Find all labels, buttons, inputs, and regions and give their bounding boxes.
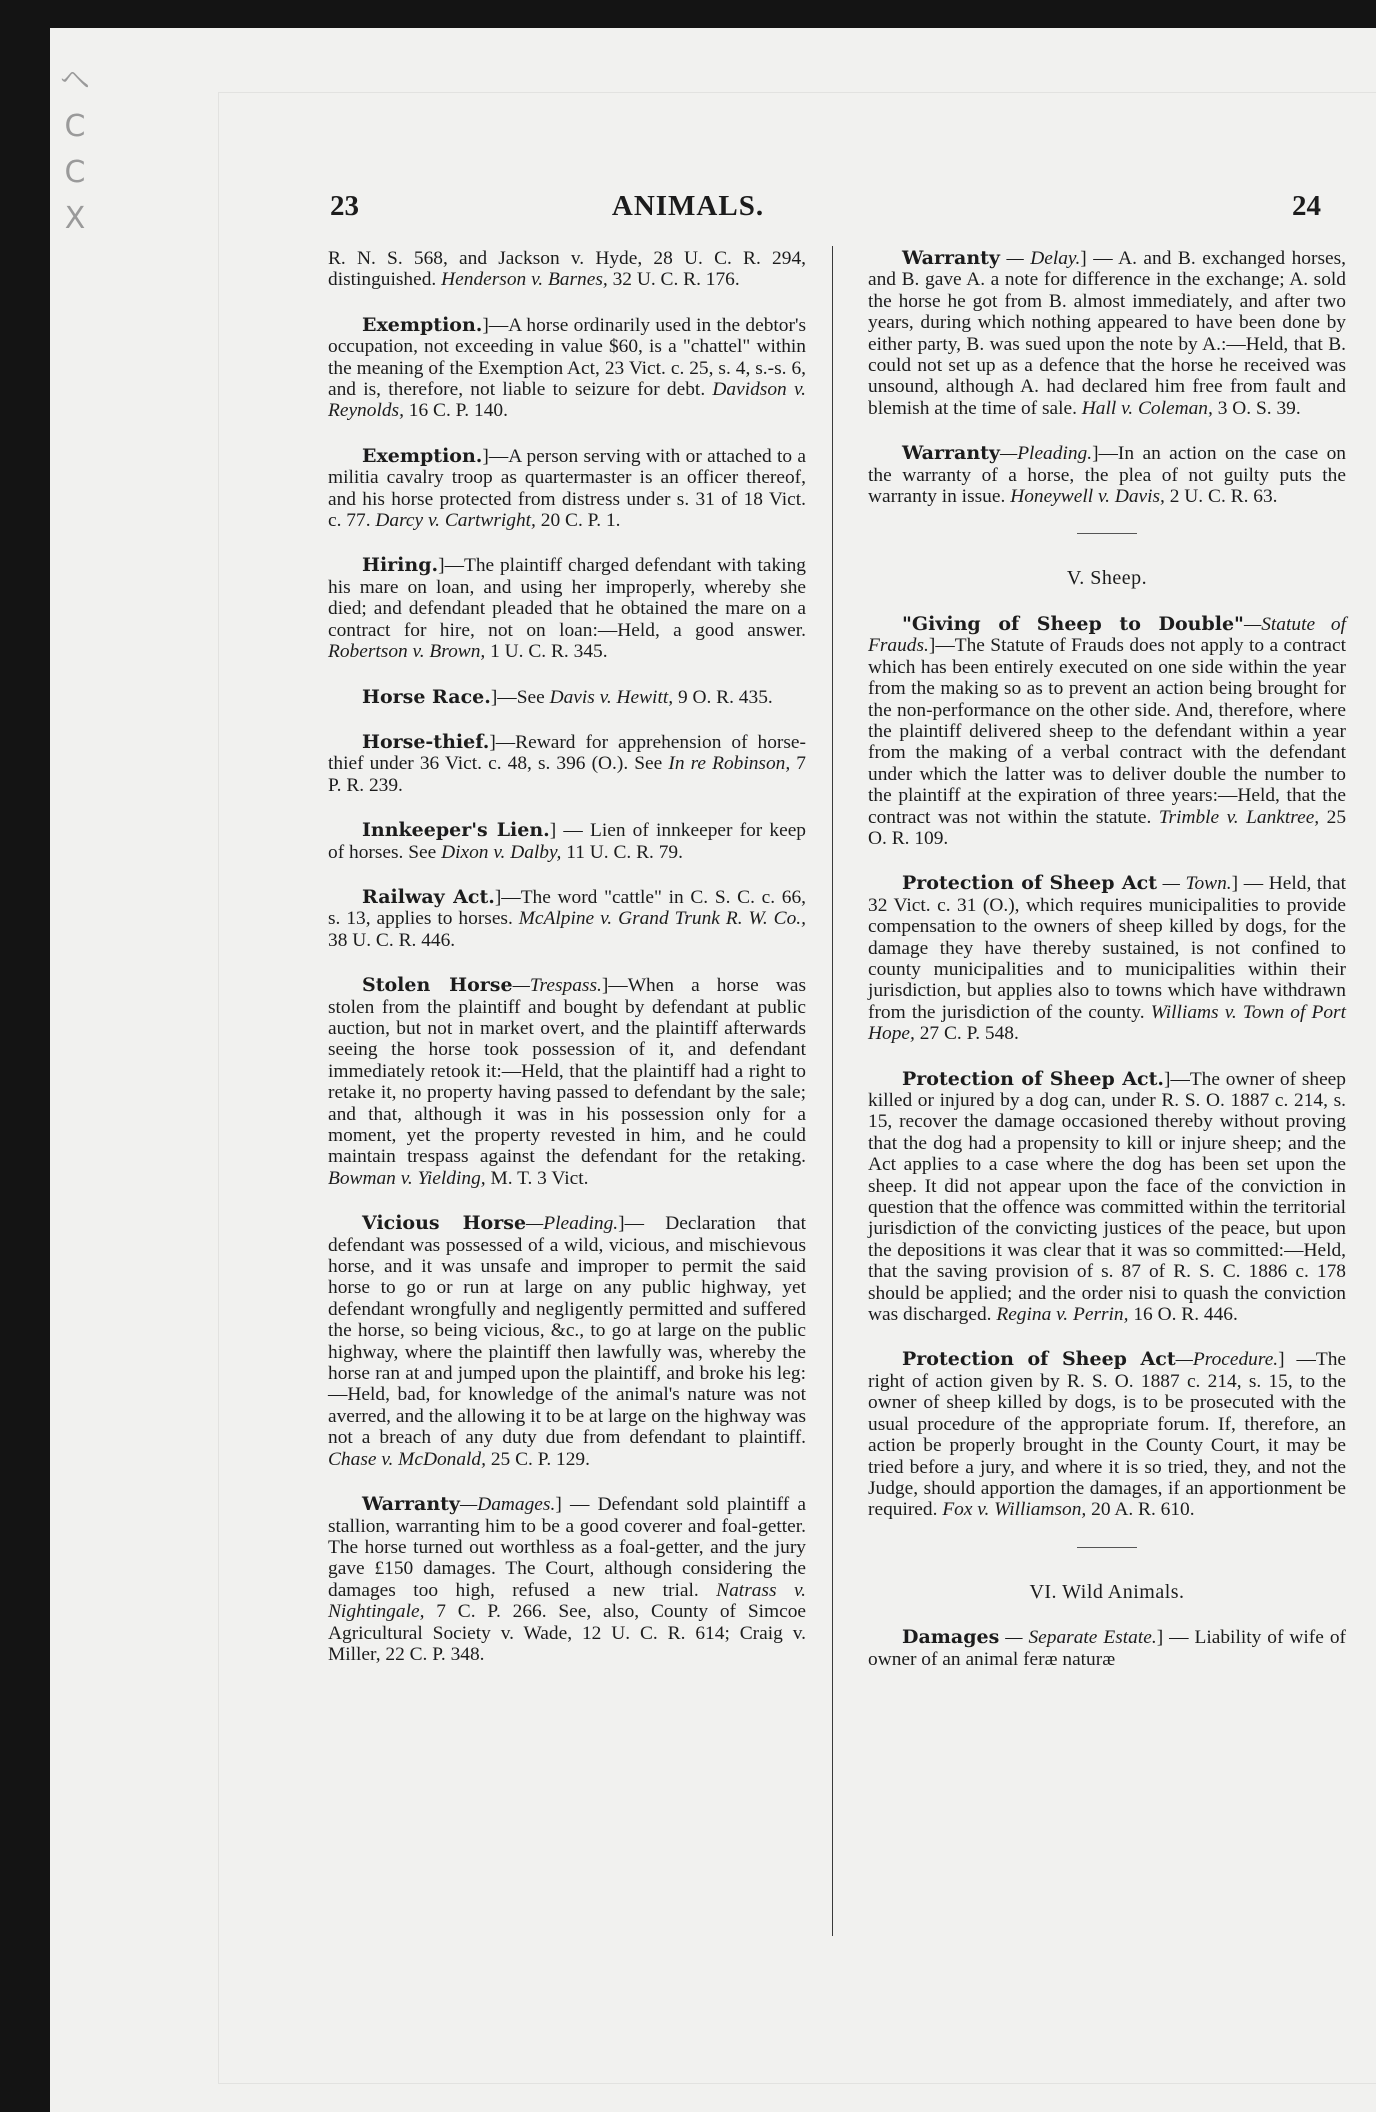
case-citation: 20 A. R. 610. [1091,1499,1195,1521]
entry-body: R. N. S. 568, and Jackson v. Hyde, 28 U. C. R. 294, distinguished. [328,248,806,291]
case-citation: M. T. 3 Vict. [490,1167,589,1189]
entry-headword: Warranty [902,247,1000,269]
entry-headword: Railway Act. [362,885,495,908]
digest-entry [328,1494,806,1665]
case-name: Dixon v. Dalby, [441,841,562,863]
entry-body: ] — Liability of wife of owner of an animal feræ naturæ [868,1627,1347,1670]
case-citation: 1 U. C. R. 345. [490,641,608,663]
entry-headword: Protection of Sheep Act. [902,1067,1164,1090]
entry-headword: Horse-thief. [362,730,490,753]
entry-subtopic: —Pleading. [999,443,1093,465]
entry-body: ]—In an action on the case on the warranty of a horse, the plea of not guilty puts the warranty in issue. [868,443,1346,508]
entry-subtopic: — Separate Estate. [999,1627,1157,1649]
digest-entry [328,887,806,951]
entry-headword: Protection of Sheep Act [902,872,1157,895]
entry-body: ]—See [490,686,545,708]
left-page-number: 23 [330,190,359,222]
case-name: Robertson v. Brown, [328,641,486,663]
case-citation: 27 C. P. 548. [919,1023,1019,1045]
entry-headword: Hiring. [362,554,439,577]
entry-subtopic: —Damages. [459,1494,556,1516]
case-citation: 9 O. R. 435. [677,686,773,708]
entry-body: ] — Held, that 32 Vict. c. 31 (O.), which requires municipalities to provide compensation to the owners of sheep killed by dogs, for the damage they have thereby sustained, is not confined to county municipalities and to municipalities within their jurisdiction, but applies also to towns which have withdrawn from the jurisdiction of the county. [868,873,1346,1023]
case-citation: 25 O. R. 109. [868,806,1347,849]
entry-body: ]—Reward for apprehension of horse-thief under 36 Vict. c. 48, s. 396 (O.). See [328,731,806,775]
entry-headword: Warranty [902,442,1000,465]
entry-body: ] — Lien of innkeeper for keep of horses. See [328,820,807,863]
section-title: V. Sheep. [1066,567,1148,590]
case-citation: 7 P. R. 239. [328,753,806,796]
entry-headword: Damages [902,1626,1000,1649]
case-name: Trimble v. Lanktree, [1158,806,1320,828]
left-column [328,248,806,1689]
digest-entry [328,446,806,532]
case-citation: 16 O. R. 446. [1133,1304,1238,1326]
digest-entry [868,873,1346,1044]
section-heading [868,533,1346,589]
right-page-number: 24 [1292,190,1321,222]
column-divider [832,246,833,1936]
entry-body: ]—The owner of sheep killed or injured by a dog can, under R. S. O. 1887 c. 214, s. 15, recover the damage occasioned thereby without proving that the dog had a propensity to kill or injure sheep; and the Act applies to a case where the dog has been set upon the sheep. It did not appear upon the face of the conviction in question that the offence was committed within the territorial jurisdiction of the convicting justices of the peace, but upon the depositions it was clear that it was so committed:—Held, that the saving provision of s. 87 of R. S. C. 1886 c. 178 should be applied; and the order nisi to quash the conviction was discharged. [868,1068,1346,1326]
case-citation: 25 C. P. 129. [490,1448,590,1470]
entry-subtopic: —Pleading. [526,1213,619,1235]
entry-headword: Innkeeper's Lien. [362,819,550,842]
case-name: Davidson v. Reynolds, [328,379,806,422]
case-citation: 7 C. P. 266. See, also, County of Simcoe Agricultural Society v. Wade, 12 U. C. R. 614; Craig v. Miller, 22 C. P. 348. [328,1601,806,1665]
running-header [0,190,1376,234]
entry-subtopic: —Procedure. [1175,1349,1279,1371]
entry-body: ]—When a horse was stolen from the plaintiff and bought by defendant at public auction, but not in market overt, and the plaintiff afterwards seeing the horse took possession of it, and defendant immediately retook it:—Held, that the plaintiff had a right to retake it, no property having passed to defendant by the sale; and that, although it was in his possession only for a moment, yet the property revested in him, and he could maintain trespass against the defendant for the retaking. [328,975,807,1168]
case-name: Davis v. Hewitt, [549,686,674,708]
digest-entry [328,1213,806,1470]
section-rule [1077,1547,1137,1548]
section-title: VI. Wild Animals. [1029,1580,1185,1603]
entry-headword: Exemption. [362,444,483,467]
case-citation: 11 U. C. R. 79. [566,841,683,863]
case-name: In re Robinson, [668,753,791,775]
case-name: Regina v. Perrin, [996,1304,1129,1326]
case-citation: 16 C. P. 140. [408,400,508,422]
entry-headword: Horse Race. [362,685,491,708]
case-name: Chase v. McDonald, [328,1448,486,1470]
case-citation: 32 U. C. R. 176. [612,269,740,291]
digest-entry [328,315,806,422]
entry-headword: Stolen Horse [362,974,513,997]
entry-headword: Warranty [362,1493,460,1516]
entry-body: ] — A. and B. exchanged horses, and B. gave A. a note for difference in the exchange; A. sold the horse he got from B. almost immediately, and after two years, during which nothing appeared to have been done by either party, B. was sued upon the note by A.:—Held, that B. could not set up as a defence that the horse he received was unsound, although A. had declared him free from fault and blemish at the time of sale. [868,248,1347,419]
entry-body: ]—The Statute of Frauds does not apply to a contract which has been entirely executed on one side within the year from the making so as to prevent an action being brought for the non-performance on the other side. And, therefore, where the plaintiff delivered sheep to the defendant within a year from the making of a verbal contract with the defendant under which the latter was to deliver double the number to the plaintiff at the expiration of three years:—Held, that the contract was not within the statute. [868,635,1346,828]
case-citation: 38 U. C. R. 446. [328,929,456,951]
entry-body: ]—A horse ordinarily used in the debtor's occupation, not exceeding in value $60, is a "chattel" within the meaning of the Exemption Act, 23 Vict. c. 25, s. 4, s.-s. 6, and is, therefore, not liable to seizure for debt. [328,314,806,401]
digest-entry [868,1627,1346,1670]
digest-entry [868,443,1346,507]
right-column [868,248,1346,1694]
entry-headword: Vicious Horse [362,1212,527,1235]
case-name: Fox v. Williamson, [942,1499,1087,1521]
case-name: McAlpine v. Grand Trunk R. W. Co., [518,908,806,930]
digest-entry [328,555,806,662]
entry-body: ] — Defendant sold plaintiff a stallion, warranting him to be a good coverer and foal-getter. The horse turned out worthless as a foal-getter, and the jury gave £150 damages. The Court, although considering the damages too high, refused a new trial. [328,1494,806,1601]
entry-body: ]—The plaintiff charged defendant with taking his mare on loan, and using her improperly, whereby she died; and defendant pleaded that he obtained the mare on a contract for hire, not on loan:—Held, a good answer. [328,555,806,641]
page-title: ANIMALS. [611,190,765,222]
entry-headword: "Giving of Sheep to Double" [902,612,1244,635]
digest-entry [868,1069,1346,1326]
digest-entry [868,248,1346,419]
case-name: Honeywell v. Davis, [1010,486,1165,508]
entry-subtopic: —Trespass. [512,975,602,997]
entry-subtopic: —Statute of Frauds. [868,613,1347,657]
case-name: Darcy v. Cartwright, [375,510,536,532]
case-name: Williams v. Town of Port Hope, [868,1001,1346,1045]
entry-headword: Exemption. [362,313,483,336]
digest-entry [328,248,806,291]
spine-handwriting: ヘ C C X [60,63,90,236]
entry-body: ]— Declaration that defendant was possessed of a wild, vicious, and mischievous horse, and it was unsafe and improper to permit the said horse to go or run at large on any public highway, yet defendant wrongfully and negligently permitted and suffered the horse, so being vicious, &c., to go at large on the public highway, where the plaintiff then lawfully was, whereby the horse ran at and jumped upon the plaintiff, and broke his leg:—Held, bad, for knowledge of the animal's nature was not averred, and the allowing it to be at large on the highway was not a breach of any duty due from defendant to plaintiff. [328,1213,806,1449]
case-name: Bowman v. Yielding, [328,1167,486,1189]
entry-body: ]—The word "cattle" in C. S. C. c. 66, s. 13, applies to horses. [328,886,806,930]
entry-subtopic: — Delay. [999,248,1081,269]
case-name: Henderson v. Barnes, [441,269,608,291]
digest-entry [328,732,806,796]
case-name: Hall v. Coleman, [1081,397,1213,419]
entry-headword: Protection of Sheep Act [902,1348,1176,1371]
section-rule [1077,533,1137,534]
digest-entry [868,1349,1346,1520]
case-citation: 2 U. C. R. 63. [1169,486,1278,508]
digest-entry [328,975,806,1189]
case-citation: 20 C. P. 1. [540,510,621,532]
digest-entry [328,820,806,863]
entry-subtopic: — Town. [1156,873,1232,895]
section-heading [868,1547,1346,1603]
case-name: Natrass v. Nightingale, [328,1579,806,1623]
digest-entry [328,687,806,708]
digest-entry [868,614,1346,849]
entry-body: ]—A person serving with or attached to a militia cavalry troop as quartermaster is an officer thereof, and his horse protected from distress under s. 31 of 18 Vict. c. 77. [328,445,806,532]
entry-body: ] —The right of action given by R. S. O. 1887 c. 214, s. 15, to the owner of sheep killed by dogs, is to be prosecuted with the usual procedure of the appropriate forum. If, therefore, an action be properly brought in the County Court, it may be tried before a jury, and where it is so tried, they, and not the Judge, should apportion the damages, if an apportionment be required. [868,1349,1346,1521]
case-citation: 3 O. S. 39. [1217,397,1301,419]
